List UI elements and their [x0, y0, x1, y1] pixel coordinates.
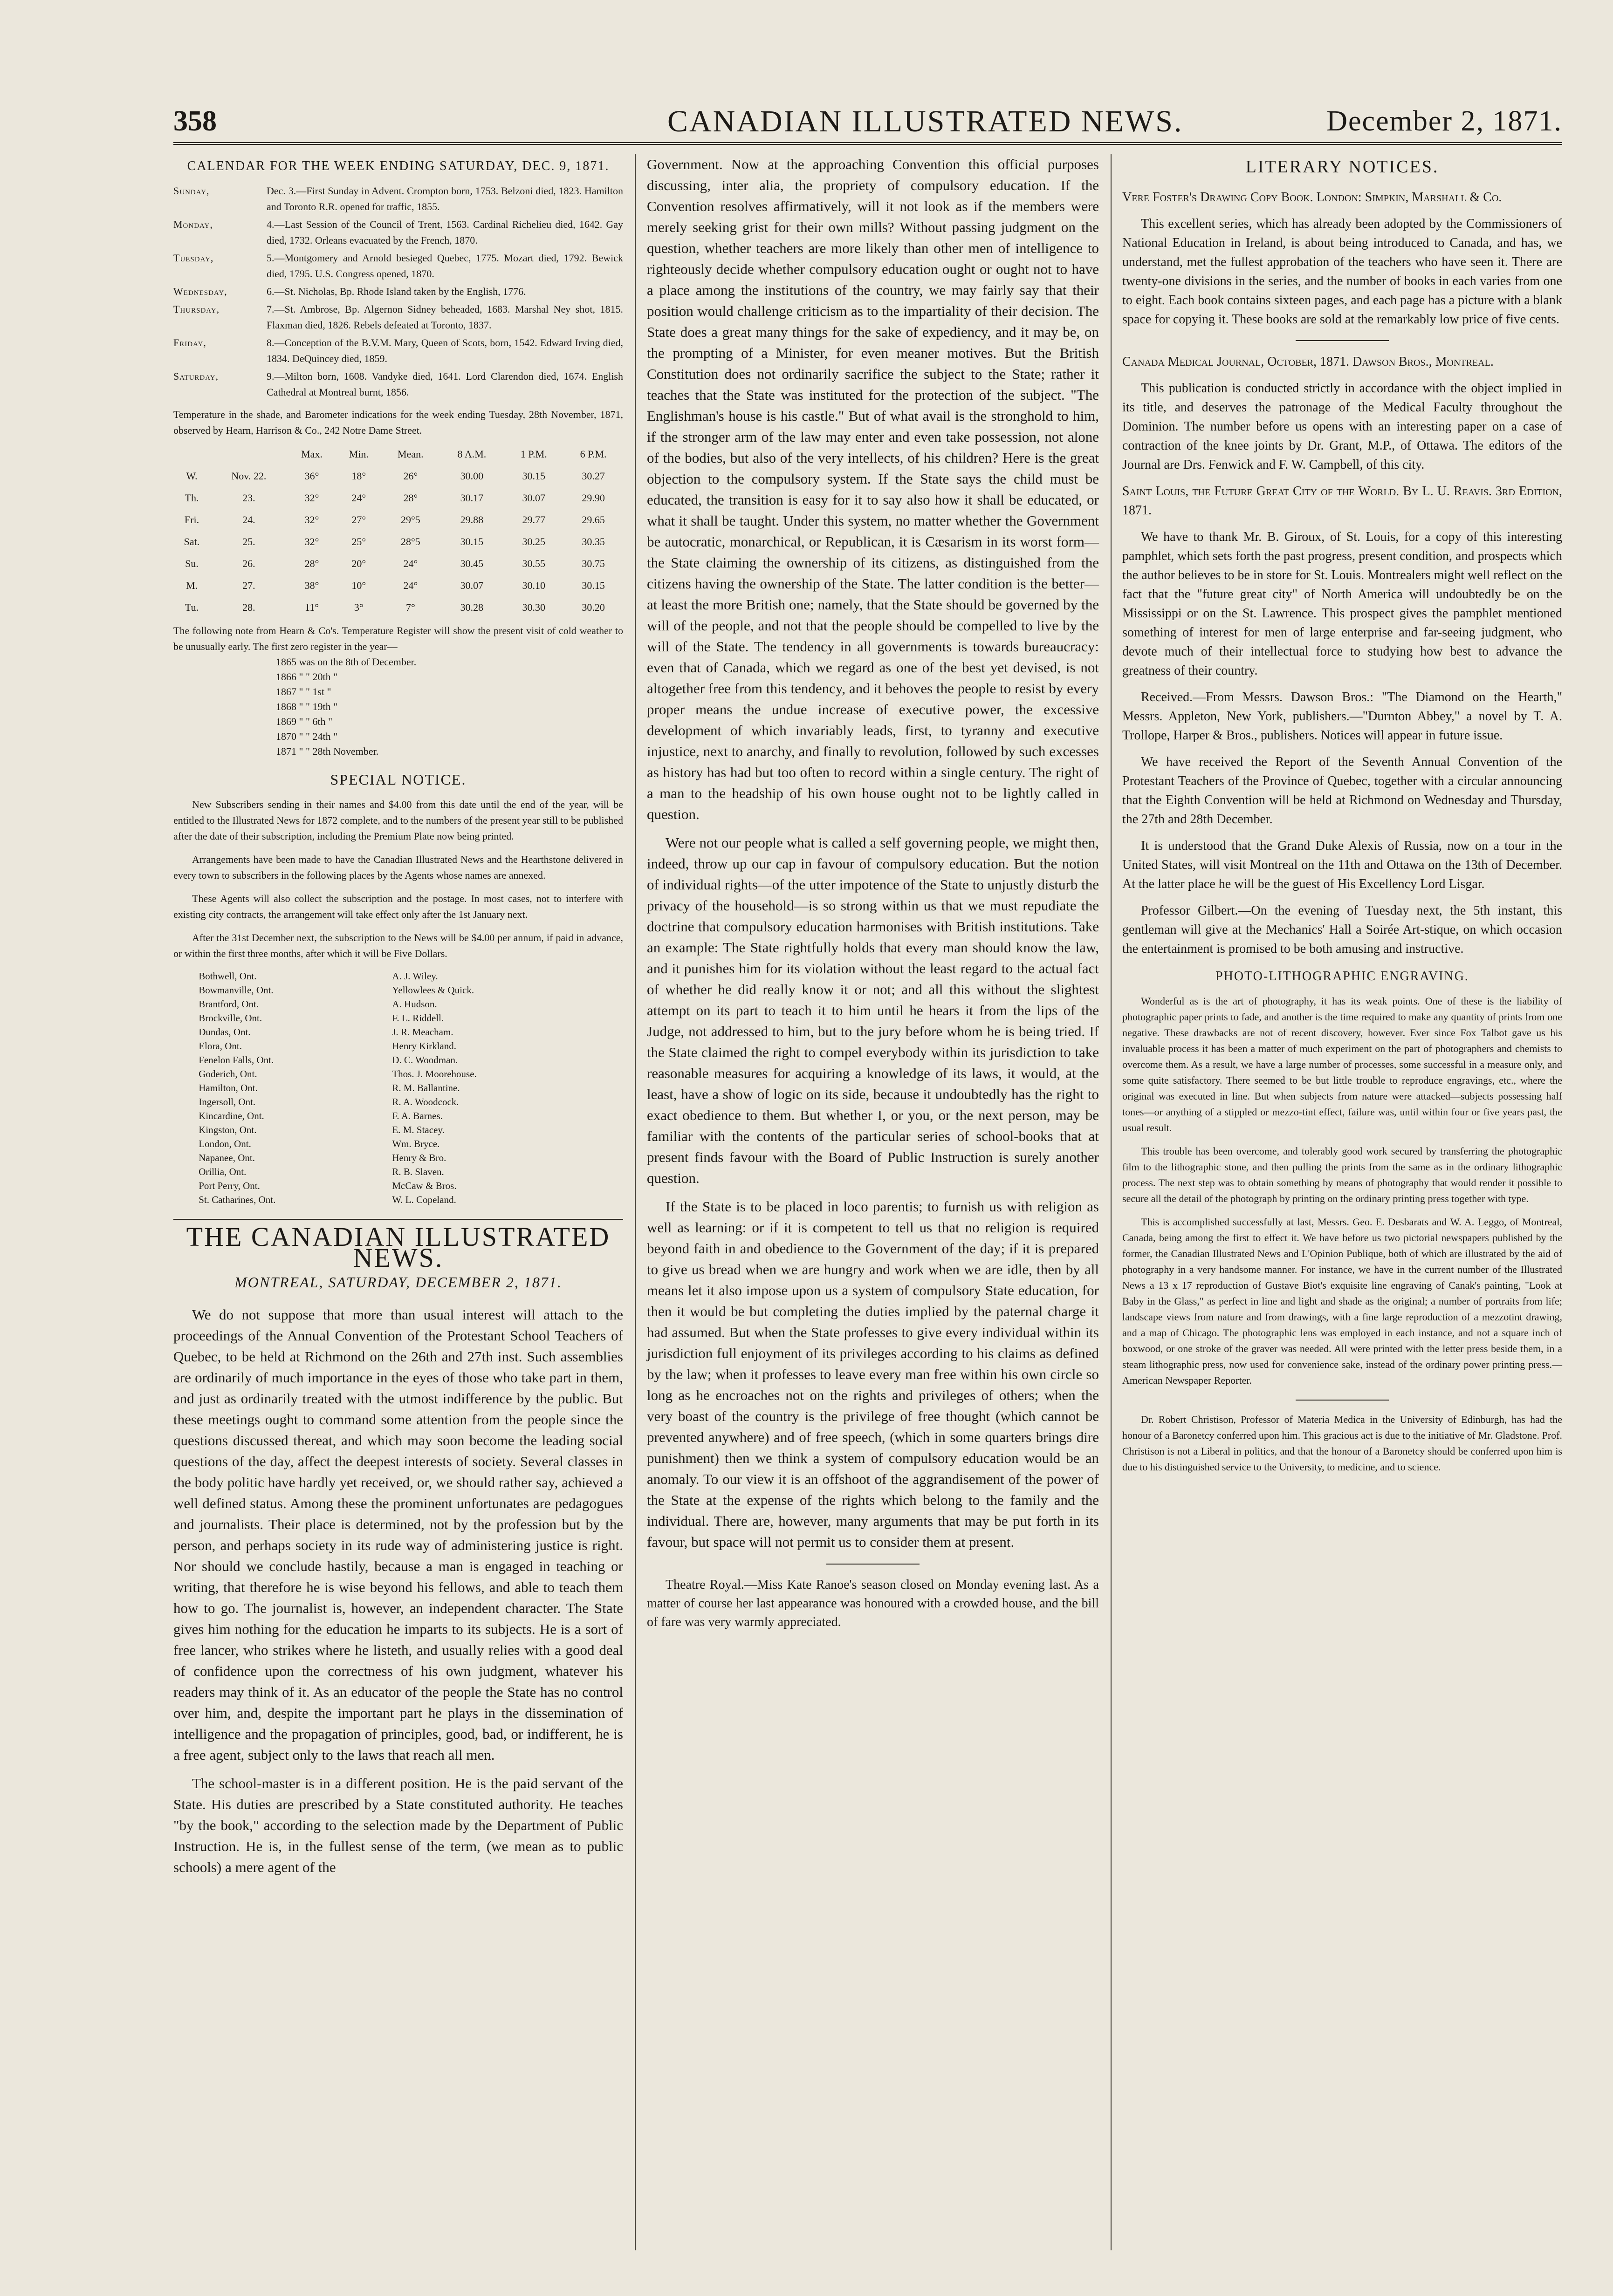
cell: 30.15 — [522, 470, 546, 482]
cell: 7° — [405, 601, 415, 613]
agent-row — [196, 1067, 601, 1081]
cell: 27. — [242, 580, 255, 591]
agent-name: A. J. Wiley. — [392, 970, 438, 982]
history-line: 1869 " " 6th " — [276, 716, 333, 727]
cell: 36° — [304, 470, 319, 482]
calendar-day: Thursday, — [173, 303, 220, 315]
temperature-row — [173, 509, 623, 531]
photo-body — [1122, 993, 1562, 1388]
calendar-text: Dec. 3.—First Sunday in Advent. Crompton born, 1753. Belzoni died, 1823. Hamilton and Toronto R.R. opened for traffic, 1855. — [267, 185, 623, 212]
editorial-title: THE CANADIAN ILLUSTRATED NEWS. — [173, 1219, 623, 1268]
notice-head: Saint Louis, the Future Great City of the World. By L. U. Reavis. 3rd Edition, 1871. — [1122, 484, 1562, 518]
temperature-header: Min. — [349, 448, 369, 460]
cell: 25. — [242, 536, 255, 547]
history-line: 1868 " " 19th " — [276, 701, 338, 712]
cell: 3° — [354, 601, 364, 613]
calendar-list — [173, 183, 623, 400]
cell: 30.55 — [522, 558, 546, 569]
agent-row — [196, 1137, 601, 1151]
cell: 30.07 — [460, 580, 484, 591]
cell: Fri. — [184, 514, 199, 526]
history-line: 1871 " " 28th November. — [276, 745, 379, 757]
cell: 23. — [242, 492, 255, 504]
calendar-title: CALENDAR FOR THE WEEK ENDING SATURDAY, DEC. 9, 1871. — [187, 159, 610, 173]
received-note: Received.—From Messrs. Dawson Bros.: "The Diamond on the Hearth," Messrs. Appleton, New York, publishers.—"Durnton Abbey," a novel by T. A. Trollope, Harper & Bros., publishers. Notices will appear in future issue. — [1122, 690, 1562, 743]
header-rule — [173, 142, 1562, 145]
cell: 27° — [351, 514, 366, 526]
cell: 30.00 — [460, 470, 484, 482]
cell: 26. — [242, 558, 255, 569]
theatre-note: Theatre Royal.—Miss Kate Ranoe's season closed on Monday evening last. As a matter of course her last appearance was honoured with a crowded house, and the bill of fare was very warmly appreciated. — [647, 1578, 1099, 1629]
cell: Su. — [185, 558, 199, 569]
agent-name: R. B. Slaven. — [392, 1166, 444, 1177]
history-line: 1870 " " 24th " — [276, 731, 338, 742]
agent-place: Orillia, Ont. — [199, 1166, 247, 1177]
agent-name: E. M. Stacey. — [392, 1124, 445, 1135]
agent-place: Brockville, Ont. — [199, 1012, 262, 1024]
cell: 24° — [403, 580, 418, 591]
cell: 29°5 — [400, 514, 420, 526]
photo-title: PHOTO-LITHOGRAPHIC ENGRAVING. — [1215, 969, 1469, 984]
calendar-day: Sunday, — [173, 185, 210, 197]
cell: 29.90 — [582, 492, 605, 504]
page-header — [173, 100, 1562, 142]
cell: 30.15 — [582, 580, 605, 591]
temperature-header-row — [173, 443, 623, 465]
agent-place: Kincardine, Ont. — [199, 1110, 264, 1121]
history-line: 1867 " " 1st " — [276, 686, 331, 697]
cell: 25° — [351, 536, 366, 547]
agent-place: Dundas, Ont. — [199, 1026, 251, 1038]
agent-row — [196, 1081, 601, 1095]
duke-note: It is understood that the Grand Duke Alexis of Russia, now on a tour in the United States, will visit Montreal on the 11th and Ottawa on the 13th of December. At the latter place he will be the guest of His Excellency Lord Lisgar. — [1122, 839, 1562, 891]
notice-body: This excellent series, which has already been adopted by the Commissioners of National Education in Ireland, is about being introduced to Canada, and has, we understand, met the fullest approbation of the teachers who have seen it. There are twenty-one divisions in the series, and the number of books in each varies from one to eight. Each book contains sixteen pages, and each page has a picture with a blank space for copying it. These books are sold at the remarkably low price of five cents. — [1122, 217, 1562, 327]
agent-row — [196, 1165, 601, 1179]
cell: 30.10 — [522, 580, 546, 591]
cell: 24° — [351, 492, 366, 504]
history-line: 1866 " " 20th " — [276, 671, 338, 683]
calendar-day: Saturday, — [173, 370, 219, 382]
calendar-row — [173, 369, 623, 400]
section-rule — [826, 1564, 920, 1565]
agent-place: Bowmanville, Ont. — [199, 984, 274, 996]
agent-name: Henry & Bro. — [392, 1152, 446, 1163]
calendar-day: Friday, — [173, 337, 206, 348]
cell: 30.28 — [460, 601, 484, 613]
agent-place: London, Ont. — [199, 1138, 251, 1149]
special-notice-body — [173, 797, 623, 962]
temperature-row — [173, 553, 623, 574]
cell: 30.17 — [460, 492, 484, 504]
agent-place: St. Catharines, Ont. — [199, 1194, 276, 1205]
agent-name: R. A. Woodcock. — [392, 1096, 459, 1107]
agents-table — [196, 969, 601, 1207]
agent-row — [196, 1011, 601, 1025]
cell: 29.65 — [582, 514, 605, 526]
cell: 30.07 — [522, 492, 546, 504]
calendar-row — [173, 335, 623, 367]
agent-row — [196, 969, 601, 983]
agent-name: W. L. Copeland. — [392, 1194, 456, 1205]
history-line: 1865 was on the 8th of December. — [276, 656, 417, 668]
column-1 — [173, 154, 623, 1885]
column-2 — [647, 154, 1099, 1639]
agent-row — [196, 997, 601, 1011]
cell: 30.25 — [522, 536, 546, 547]
calendar-row — [173, 250, 623, 282]
zero-history — [276, 655, 623, 759]
cell: 30.45 — [460, 558, 484, 569]
temperature-row — [173, 574, 623, 596]
cell: 28. — [242, 601, 255, 613]
cell: 32° — [304, 514, 319, 526]
cell: 24° — [403, 558, 418, 569]
notice-paragraph: New Subscribers sending in their names and $4.00 from this date until the end of the year, will be entitled to the Illustrated News for 1872 complete, and to the numbers of the present year still to be published after the date of their subscription, including the Premium Plate now being printed. — [173, 799, 623, 842]
agent-name: McCaw & Bros. — [392, 1180, 457, 1191]
temperature-intro: Temperature in the shade, and Barometer indications for the week ending Tuesday, 28th November, 1871, observed by Hearn, Harrison & Co., 242 Notre Dame Street. — [173, 409, 623, 436]
editorial-paragraph: Were not our people what is called a self governing people, we might then, indeed, throw up our cap in favour of compulsory education. But the notion of individual rights—of the utter impotence of the State to unjustly disturb the privacy of the household—is so strong within us that we must repudiate the doctrine that compulsory education harmonises with British institutions. Take an example: The State rightfully holds that every man should know the law, and it punishes him for its violation without the least regard to the actual fact of whether he did really know it or not; and all this without the slightest attempt on its part to teach it to him until he hears it from the lips of the Judge, not addressed to him, but to the jury before whom he is being tried. If the State claimed the right to compel everybody within its jurisdiction to take reasonable measures for acquiring a knowledge of its laws, it would, at the least, have a show of logic on its side, because it undoubtedly has the right to exact obedience to them. But whether I, or you, or the next person, may be familiar with the contents of the particular series of school-books that at present finds favour with the Board of Public Instruction is surely another question. — [647, 834, 1099, 1186]
photo-paragraph: This trouble has been overcome, and tolerably good work secured by transferring the photographic film to the lithographic stone, and then pulling the prints from the same as in the ordinary lithographic process. The next step was to obtain something by means of photography that would render it possible to secure all the detail of the photograph by printing on the ordinary printing press together with type. — [1122, 1145, 1562, 1204]
agent-row — [196, 983, 601, 997]
cell: 30.35 — [582, 536, 605, 547]
notice-head: Vere Foster's Drawing Copy Book. London: Simpkin, Marshall & Co. — [1122, 190, 1502, 205]
cell: 32° — [304, 492, 319, 504]
agent-place: Port Perry, Ont. — [199, 1180, 260, 1191]
agent-name: Wm. Bryce. — [392, 1138, 440, 1149]
page-number: 358 — [173, 105, 217, 137]
calendar-text: 7.—St. Ambrose, Bp. Algernon Sidney beheaded, 1683. Marshal Ney shot, 1815. Flaxman died, 1826. Rebels defeated at Toronto, 1837. — [267, 303, 623, 331]
agent-name: Thos. J. Moorehouse. — [392, 1068, 477, 1080]
cell: 26° — [403, 470, 418, 482]
agent-place: Bothwell, Ont. — [199, 970, 257, 982]
temperature-row — [173, 596, 623, 618]
christison-body — [1122, 1412, 1562, 1475]
temperature-header — [173, 443, 210, 465]
agent-place: Brantford, Ont. — [199, 998, 259, 1010]
cell: 38° — [304, 580, 319, 591]
cell: 30.30 — [522, 601, 546, 613]
calendar-day: Wednesday, — [173, 286, 227, 297]
calendar-text: 9.—Milton born, 1608. Vandyke died, 1641. Lord Clarendon died, 1674. English Cathedral at Montreal burnt, 1856. — [267, 370, 623, 398]
cell: W. — [186, 470, 198, 482]
agent-name: J. R. Meacham. — [392, 1026, 453, 1038]
special-notice-title: SPECIAL NOTICE. — [330, 771, 467, 788]
editorial-paragraph: If the State is to be placed in loco parentis; to furnish us with religion as well as learning: or if it is competent to tell us that no religion is required beyond faith in and obedience to the Government of the day; if it is prepared to give us bread when we are hungry and work when we are idle, then by all means let it also impose upon us a system of compulsory State education, for then it would be but completing the duties implied by the paternal charge it had assumed. But when the State professes to give every individual within its jurisdiction full enjoyment of its privileges according to his claims as defined by the law; when it professes to leave every man free within his own circle so long as he encroaches not on the rights and privileges of others; when the very boast of the country is the privilege of free thought (which cannot be prevented anywhere) and of free speech, (which in some quarters brings dire punishment) then we think a system of compulsory education would be an anomaly. To our view it is an offshoot of the aggrandisement of the power of the State at the expense of the rights which belong to the family and the individual. There are, however, many arguments that may be put forth in its favour, but space will not permit us to consider them at present. — [647, 1198, 1099, 1550]
cell: Nov. 22. — [231, 470, 267, 482]
literary-title: LITERARY NOTICES. — [1245, 157, 1439, 177]
calendar-row — [173, 183, 623, 215]
temperature-header: Max. — [301, 448, 323, 460]
notice-paragraph: These Agents will also collect the subscription and the postage. In most cases, not to interfere with existing city contracts, the arrangement will take effect only after the 1st January next. — [173, 893, 623, 920]
cell: 10° — [351, 580, 366, 591]
agent-row — [196, 1095, 601, 1109]
agent-name: R. M. Ballantine. — [392, 1082, 460, 1093]
agent-name: Henry Kirkland. — [392, 1040, 456, 1052]
calendar-text: 6.—St. Nicholas, Bp. Rhode Island taken by the English, 1776. — [267, 286, 526, 297]
cell: 20° — [351, 558, 366, 569]
column-3 — [1122, 154, 1562, 1483]
cell: 28°5 — [400, 536, 420, 547]
temperature-note: The following note from Hearn & Co's. Temperature Register will show the present visit of cold weather to be unusually early. The first zero register in the year— — [173, 625, 623, 652]
agent-row — [196, 1025, 601, 1039]
editorial-paragraph: The school-master is in a different position. He is the paid servant of the State. His duties are prescribed by a State constituted authority. He teaches "by the book," according to the selection made by the Department of Public Instruction. He is, in the fullest sense of the term, (we mean as to public schools) a mere agent of the — [173, 1775, 623, 1875]
agent-place: Elora, Ont. — [199, 1040, 242, 1052]
editorial-paragraph: We do not suppose that more than usual interest will attach to the proceedings of the Annual Convention of the Protestant School Teachers of Quebec, to be held at Richmond on the 26th and 27th inst. Such assemblies are ordinarily of much importance in the eyes of those who take part in them, and just as ordinarily treated with the utmost indifference by the public. But these meetings ought to command some attention from the people since the questions discussed thereat, and which may soon become the leading social questions of the day, affect the deepest interests of society. Several classes in the body politic have hardly yet received, or, we should rather say, achieved a well defined status. Among these the prominent unfortunates are pedagogues and journalists. Their place is determined, not by the profession but by the person, and perhaps society in its rude way of administering justice is right. Nor should we conclude hastily, because a man is engaged in teaching or writing, that therefore he is wise beyond his fellows, and able to teach them how to go. The journalist is, however, an independent character. The State gives him nothing for the education he imparts to its subjects. He is a sort of free lancer, who strikes where he listeth, and usually relies with a good deal of confidence upon the correctness of his own judgment, whatever his readers may think of it. As an educator of the people the State has no control over him, and, despite the important part he plays in the dissemination of intelligence and the propagation of principles, good, bad, or indifferent, he is a free agent, subject only to the laws that reach all men. — [173, 1306, 623, 1763]
cell: 11° — [305, 601, 319, 613]
masthead: CANADIAN ILLUSTRATED NEWS. — [667, 104, 1183, 138]
agent-row — [196, 1193, 601, 1207]
agent-place: Fenelon Falls, Ont. — [199, 1054, 274, 1066]
agent-row — [196, 1123, 601, 1137]
cell: 28° — [403, 492, 418, 504]
agent-row — [196, 1053, 601, 1067]
report-note: We have received the Report of the Seventh Annual Convention of the Protestant Teachers of the Province of Quebec, together with a circular announcing that the Eighth Convention will be held at Richmond on Wednesday and Thursday, the 27th and 28th December. — [1122, 755, 1562, 827]
section-rule — [1296, 340, 1389, 341]
calendar-text: 4.—Last Session of the Council of Trent, 1563. Cardinal Richelieu died, 1642. Gay died, 1732. Orleans evacuated by the French, 1870. — [267, 219, 623, 246]
agent-row — [196, 1151, 601, 1165]
agent-place: Napanee, Ont. — [199, 1152, 255, 1163]
temperature-row — [173, 487, 623, 509]
notice-head: Canada Medical Journal, October, 1871. Dawson Bros., Montreal. — [1122, 355, 1494, 369]
temperature-row — [173, 531, 623, 553]
agent-name: D. C. Woodman. — [392, 1054, 458, 1066]
cell: 29.77 — [522, 514, 546, 526]
cell: 30.15 — [460, 536, 484, 547]
calendar-day: Tuesday, — [173, 252, 214, 264]
agent-name: Yellowlees & Quick. — [392, 984, 474, 996]
notice-paragraph: After the 31st December next, the subscription to the News will be $4.00 per annum, if paid in advance, or within the first three months, after which it will be Five Dollars. — [173, 932, 623, 959]
cell: 24. — [242, 514, 255, 526]
editorial-dateline: MONTREAL, SATURDAY, DECEMBER 2, 1871. — [234, 1274, 562, 1291]
cell: 28° — [304, 558, 319, 569]
cell: 30.27 — [582, 470, 605, 482]
temperature-table — [173, 443, 623, 618]
agent-name: A. Hudson. — [392, 998, 437, 1010]
cell: 30.75 — [582, 558, 605, 569]
calendar-text: 8.—Conception of the B.V.M. Mary, Queen of Scots, born, 1542. Edward Irving died, 1834. DeQuincey died, 1859. — [267, 337, 623, 364]
column-rule — [635, 154, 636, 2250]
editorial-paragraph: Government. Now at the approaching Convention this official purposes discussing, inter alia, the propriety of compulsory education. If the Convention resolves affirmatively, will it not look as if the members were merely seeking grist for their own mills? Without passing judgment on the question, whether teachers are more likely than other men of intelligence to righteously decide whether compulsory education ought or ought not to have a place among the institutions of the country, we may fairly say that their position would challenge criticism as to the impartiality of their decision. The State does a great many things for the sake of expediency, and it may be, on the prompting of a Minister, for even meaner motives. But the British Constitution does not ordinarily sacrifice the subject to the State; rather it teaches that the State was instituted for the protection of the subject. "The Englishman's house is his castle." But of what avail is the stronghold to him, if the stronger arm of the law may enter and even take possession, not alone of the bodies, but also of the very intellects, of his children? Here is the great objection to the compulsory system. If the State says the child must be educated, the transition is easy for it to say also how it shall be educated, or what it shall be taught. Under this system, no matter whether the Government be autocratic, monarchical, or Republican, it is Cæsarism in its worst form—the State claiming the ownership of its citizens, as distinguished from the citizens having the ownership of the State. The latter condition is the better—at least the more British one; namely, that the State should be governed by the will of the people, and not that the people should be compelled to live by the will of the State. The tendency in all governments is towards bureaucracy: even that of Canada, which we regard as one of the best yet devised, is not altogether free from this tendency, and it behoves the people to resist by every proper means the undue increase of executive power, the excessive development of which invariably leads, first, to tyranny and executive injustice, next to anarchy, and finally to revolution, followed by such excesses as history has had but too often to record within a single century. The right of a man to the headship of his own house ought not to be lightly called in question. — [647, 156, 1099, 822]
issue-date: December 2, 1871. — [1326, 105, 1562, 137]
calendar-row — [173, 217, 623, 248]
temperature-row — [173, 465, 623, 487]
cell: Sat. — [184, 536, 200, 547]
agent-row — [196, 1109, 601, 1123]
agent-place: Hamilton, Ont. — [199, 1082, 258, 1093]
agent-name: F. A. Barnes. — [392, 1110, 443, 1121]
temperature-header — [210, 443, 288, 465]
christison-note: Dr. Robert Christison, Professor of Materia Medica in the University of Edinburgh, has had the honour of a Baronetcy conferred upon him. This gracious act is due to the initiative of Mr. Gladstone. Prof. Christison is not a Liberal in politics, and that the honour of a Baronetcy should be conferred upon him is due to his distinguished service to the University, to medicine, and to science. — [1122, 1414, 1562, 1473]
agent-place: Ingersoll, Ont. — [199, 1096, 256, 1107]
calendar-day: Monday, — [173, 219, 213, 230]
notice-body: We have to thank Mr. B. Giroux, of St. Louis, for a copy of this interesting pamphlet, which sets forth the past progress, present condition, and prospects which the author believes to be in store for St. Louis. Montrealers might well reflect on the fact that the "future great city" of North America will undoubtedly be on the Mississippi or on the St. Lawrence. This prospect gives the pamphlet mentioned something of interest for men of large enterprise and far-seeing judgment, who devote much of their intellectual force to studying how best to advance the greatness of their country. — [1122, 530, 1562, 678]
gilbert-note: Professor Gilbert.—On the evening of Tuesday next, the 5th instant, this gentleman will give at the Mechanics' Hall a Soirée Art-stique, on which occasion the entertainment is promised to be both amusing and instructive. — [1122, 903, 1562, 956]
agent-row — [196, 1179, 601, 1193]
agent-row — [196, 1039, 601, 1053]
column-rule — [1111, 154, 1112, 2250]
cell: Th. — [185, 492, 199, 504]
notice-paragraph: Arrangements have been made to have the Canadian Illustrated News and the Hearthstone delivered in every town to subscribers in the following places by the Agents whose names are annexed. — [173, 854, 623, 881]
cell: M. — [185, 580, 198, 591]
photo-paragraph: Wonderful as is the art of photography, it has its weak points. One of these is the liability of photographic paper prints to fade, and another is the time required to make any quantity of prints from one negative. These drawbacks are not of recent discovery, however. Ever since Fox Talbot gave us his invaluable process it has been a matter of much experiment on the part of photographers and chemists to overcome them. As a result, we have a large number of processes, some successful in a measure only, and some quite satisfactory. There seemed to be but little trouble to reproduce engravings, etc., where the original was executed in line. But when subjects from nature were attacked—subjects possessing half tones—or anything of a stippled or mezzo-tint effect, failure was, until within four or five years past, the usual result. — [1122, 995, 1562, 1134]
temperature-header: Mean. — [398, 448, 424, 460]
notice-body: This publication is conducted strictly in accordance with the object implied in its title, and deserves the patronage of the Medical Faculty throughout the Dominion. The number before us opens with an interesting paper on a case of contraction of the knee joints by Dr. Grant, M.P., of Ottawa. The editors of the Journal are Drs. Fenwick and F. W. Campbell, of this city. — [1122, 381, 1562, 472]
agent-place: Kingston, Ont. — [199, 1124, 257, 1135]
temperature-header: 8 A.M. — [457, 448, 487, 460]
cell: 29.88 — [460, 514, 484, 526]
agent-place: Goderich, Ont. — [199, 1068, 257, 1080]
cell: Tu. — [185, 601, 199, 613]
photo-paragraph: This is accomplished successfully at last, Messrs. Geo. E. Desbarats and W. A. Leggo, of Montreal, Canada, being among the first to effect it. We have before us two pictorial newspapers published by the former, the Canadian Illustrated News and L'Opinion Publique, both of which are illustrated by the aid of photography in a very handsome manner. For instance, we have in the current number of the Illustrated News a 13 x 17 reproduction of Gustave Biot's exquisite line engraving of Canak's painting, "Look at Baby in the Glass," as perfect in line and light and shade as the original; a number of portraits from life; landscape views from nature and from drawings, with a fine large reproduction of a mezzotint drawing, and a map of Chicago. The photographic lens was employed in each instance, and not a square inch of boxwood, or one stroke of the graver was needed. All were printed with the letter press beside them, in a steam lithographic press, now used for convenience sake, instead of the ordinary power printing press.—American Newspaper Reporter. — [1122, 1216, 1562, 1386]
temperature-header: 1 P.M. — [520, 448, 547, 460]
cell: 18° — [351, 470, 366, 482]
calendar-text: 5.—Montgomery and Arnold besieged Quebec, 1775. Mozart died, 1792. Bewick died, 1795. U.S. Congress opened, 1870. — [267, 252, 623, 280]
calendar-row — [173, 284, 623, 300]
section-rule — [1296, 1400, 1389, 1401]
cell: 30.20 — [582, 601, 605, 613]
cell: 32° — [304, 536, 319, 547]
calendar-row — [173, 301, 623, 333]
agent-name: F. L. Riddell. — [392, 1012, 444, 1024]
temperature-header: 6 P.M. — [580, 448, 607, 460]
